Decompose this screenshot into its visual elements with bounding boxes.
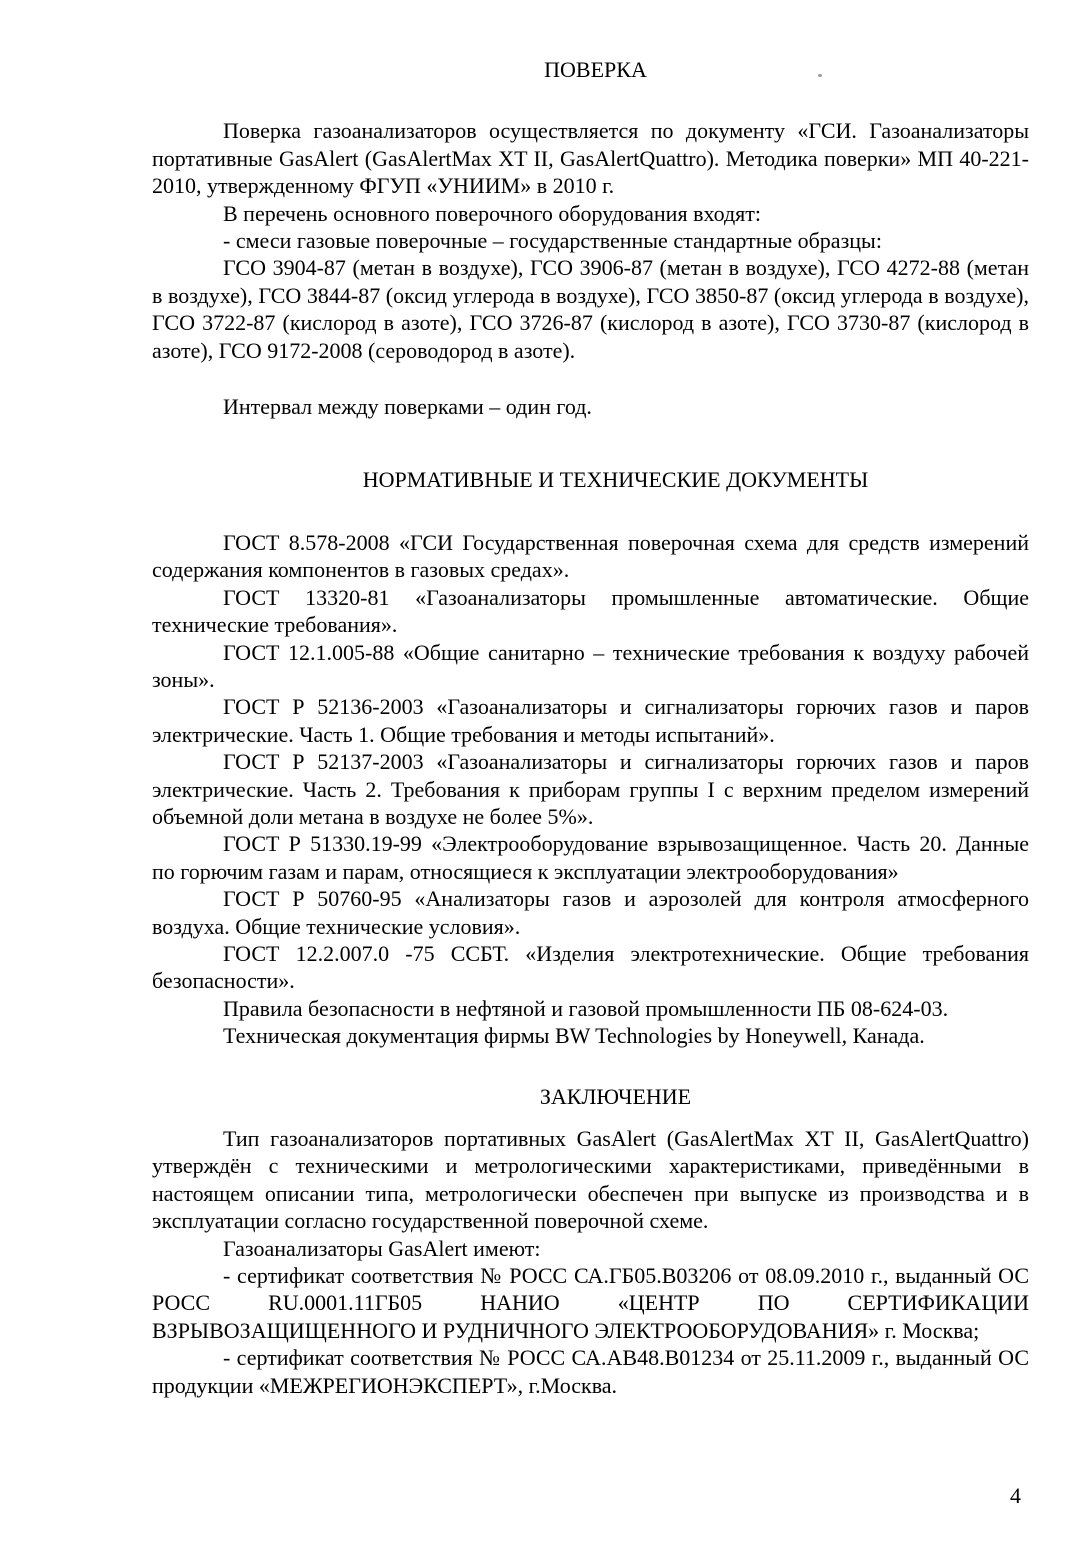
normative-doc-item: ГОСТ Р 51330.19-99 «Электрооборудование взрывозащищенное. Часть 20. Данные по горючим газам и парам, относящиеся к эксплуатации электрооборудования» [152, 831, 1029, 884]
page-number: 4 [1010, 1483, 1021, 1508]
section-heading-normative-documents: НОРМАТИВНЫЕ И ТЕХНИЧЕСКИЕ ДОКУМЕНТЫ [362, 467, 869, 493]
normative-doc-item: Техническая документация фирмы BW Technologies by Honeywell, Канада. [223, 1023, 925, 1049]
paragraph-certificates-intro: Газоанализаторы GasAlert имеют: [223, 1235, 541, 1261]
normative-doc-item: ГОСТ 8.578-2008 «ГСИ Государственная поверочная схема для средств измерений содержания компонентов в газовых средах». [152, 529, 1029, 583]
paragraph-type-approval: Тип газоанализаторов портативных GasAlert (GasAlertMax XT II, GasAlertQuattro) утверждён с техническими и метрологическими характеристиками, приведёнными в настоящем описании типа, метрологически обеспечен при выпуске из производства и в эксплуатации согласно государственной поверочной схеме. [152, 1126, 1029, 1234]
section-conclusion [152, 1083, 1029, 1399]
section-normative-documents [152, 466, 1029, 1049]
section-heading-conclusion: ЗАКЛЮЧЕНИЕ [539, 1083, 692, 1109]
normative-doc-item: ГОСТ Р 52137-2003 «Газоанализаторы и сигнализаторы горючих газов и паров электрические. Часть 2. Требования к приборам группы I с верхним пределом измерений объемной доли метана в воздухе не более 5%». [152, 749, 1029, 829]
paragraph-verification-interval: Интервал между поверками – один год. [223, 394, 592, 420]
paragraph-equipment-list-intro: В перечень основного поверочного оборудования входят: [223, 200, 762, 226]
scan-artifact [818, 74, 822, 77]
paragraph-gso-list: ГСО 3904-87 (метан в воздухе), ГСО 3906-87 (метан в воздухе), ГСО 4272-88 (метан в воздухе), ГСО 3844-87 (оксид углерода в воздухе), ГСО 3850-87 (оксид углерода в воздухе), ГСО 3722-87 (кислород в азоте), ГСО 3726-87 (кислород в азоте), ГСО 3730-87 (кислород в азоте), ГСО 9172-2008 (сероводород в азоте). [152, 255, 1029, 363]
normative-doc-item: ГОСТ 12.2.007.0 -75 ССБТ. «Изделия электротехнические. Общие требования безопасности». [152, 940, 1029, 994]
section-heading-verification: ПОВЕРКА [544, 57, 647, 82]
normative-doc-item: ГОСТ Р 50760-95 «Анализаторы газов и аэрозолей для контроля атмосферного воздуха. Общие технические условия». [152, 886, 1029, 939]
paragraph-certificate-1: - сертификат соответствия № РОСС СА.ГБ05.В03206 от 08.09.2010 г., выданный ОС РОСС RU.0001.11ГБ05 НАНИО «ЦЕНТР ПО СЕРТИФИКАЦИИ ВЗРЫВОЗАЩИЩЕННОГО И РУДНИЧНОГО ЭЛЕКТРООБОРУДОВАНИЯ» г. Москва; [152, 1263, 1029, 1343]
normative-doc-item: Правила безопасности в нефтяной и газовой промышленности ПБ 08-624-03. [223, 995, 949, 1021]
paragraph-gas-mixtures-intro: - смеси газовые поверочные – государственные стандартные образцы: [223, 228, 882, 254]
section-verification [152, 56, 1029, 420]
normative-doc-item: ГОСТ 13320-81 «Газоанализаторы промышленные автоматические. Общие технические требования». [152, 584, 1029, 638]
normative-doc-item: ГОСТ Р 52136-2003 «Газоанализаторы и сигнализаторы горючих газов и паров электрические. Часть 1. Общие требования и методы испытаний». [152, 694, 1029, 747]
paragraph-verification-intro: Поверка газоанализаторов осуществляется по документу «ГСИ. Газоанализаторы портативные GasAlert (GasAlertMax XT II, GasAlertQuattro). Методика поверки» МП 40-221-2010, утвержденному ФГУП «УНИИМ» в 2010 г. [152, 118, 1029, 199]
paragraph-certificate-2: - сертификат соответствия № РОСС СА.АВ48.В01234 от 25.11.2009 г., выданный ОС продукции «МЕЖРЕГИОНЭКСПЕРТ», г.Москва. [152, 1345, 1029, 1398]
normative-doc-item: ГОСТ 12.1.005-88 «Общие санитарно – технические требования к воздуху рабочей зоны». [152, 639, 1029, 692]
